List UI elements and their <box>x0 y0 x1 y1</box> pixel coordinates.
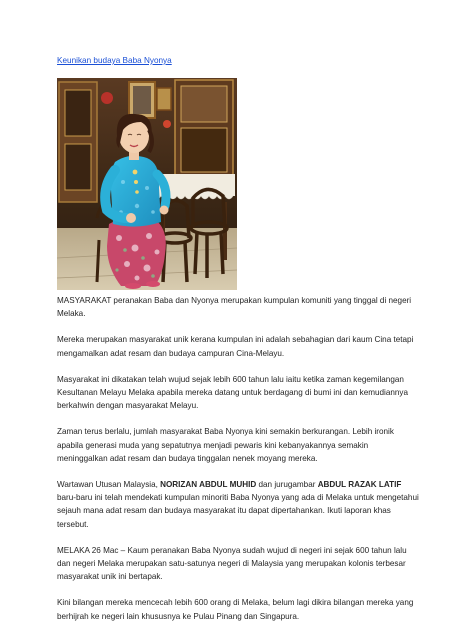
photographer-name: ABDUL RAZAK LATIF <box>317 480 402 490</box>
paragraph-3: Masyarakat ini dikatakan telah wujud sejak lebih 600 tahun lalu iaitu ketika zaman kegemilangan Kesultanan Melayu Melaka apabila mereka datang untuk berdagang di bumi ini dan kemudiannya berkahwin dengan masyarakat Melayu. <box>57 374 408 411</box>
paragraph-4: Zaman terus berlalu, jumlah masyarakat Baba Nyonya kini semakin berkurangan. Lebih ironik apabila generasi muda yang sepatutnya menjadi pewaris kini kebanyakannya semakin meninggalkan adat resam dan budaya tinggalan nenek moyang mereka. <box>57 427 394 463</box>
paragraph-5-text-c: baru-baru ini telah mendekati kumpulan minoriti Baba Nyonya yang ada di Melaka untuk mengetahui sejauh mana adat resam dan budaya masyarakat itu dapat dipertahankan. Ikuti laporan khas tersebut. <box>57 493 419 529</box>
paragraph-5-text-a: Wartawan Utusan Malaysia, <box>57 480 161 490</box>
paragraph-7: Kini bilangan mereka mencecah lebih 600 orang di Melaka, belum lagi dikira bilangan mereka yang berhijrah ke negeri lain khususnya ke Pulau Pinang dan Singapura. <box>57 598 414 621</box>
article-body <box>57 294 421 636</box>
journalist-name: NORIZAN ABDUL MUHID <box>160 480 257 490</box>
paragraph-2: Mereka merupakan masyarakat unik kerana kumpulan ini adalah sebahagian dari kaum Cina tetapi mengamalkan adat resam dan budaya campuran Cina-Melayu. <box>57 335 414 358</box>
article-title-link[interactable]: Keunikan budaya Baba Nyonya <box>57 56 172 65</box>
article-photo <box>57 78 237 290</box>
paragraph-6: MELAKA 26 Mac – Kaum peranakan Baba Nyonya sudah wujud di negeri ini sejak 600 tahun lalu dan negeri Melaka merupakan satu-satunya negeri di Malaysia yang merupakan kolonis terbesar masyarakat unik ini bertapak. <box>57 545 407 582</box>
paragraph-5 <box>57 478 421 531</box>
paragraph-5-text-b: dan jurugambar <box>256 480 318 490</box>
woman-in-kebaya-photo <box>57 78 237 290</box>
paragraph-1: MASYARAKAT peranakan Baba dan Nyonya merupakan kumpulan komuniti yang tinggal di negeri Melaka. <box>57 296 412 319</box>
